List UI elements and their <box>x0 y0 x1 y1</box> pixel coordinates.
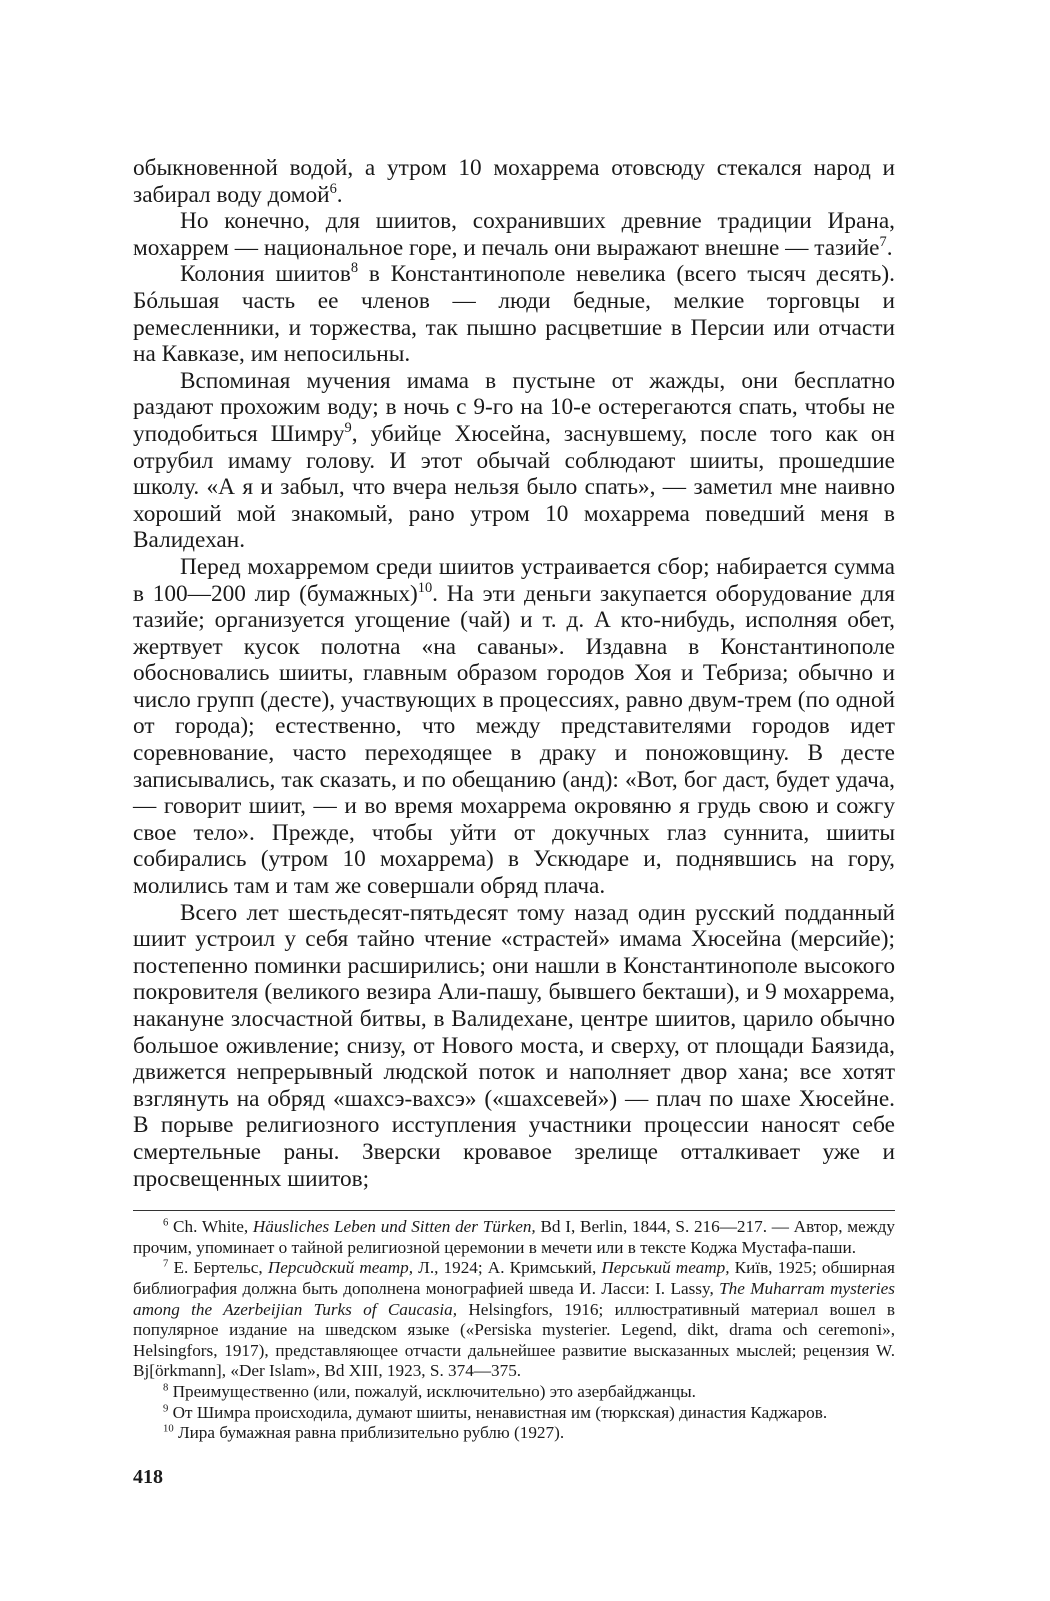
footnote-ref[interactable]: 7 <box>879 234 887 251</box>
footnote-number: 6 <box>163 1217 169 1229</box>
paragraph <box>133 900 895 1193</box>
paragraph-text: Колония шиитов <box>180 261 351 288</box>
footnote-text: Л., 1924; А. Кримський, <box>413 1258 602 1278</box>
page-number: 418 <box>133 1465 163 1488</box>
paragraph <box>133 368 895 554</box>
footnote-number: 8 <box>163 1382 169 1394</box>
footnote-number: 7 <box>163 1258 169 1270</box>
citation-title: Häusliches Leben und Sitten der Türken, <box>252 1217 536 1237</box>
paragraph-text: , убийце Хюсейна, заснувшему, после того как он отрубил имаму голову. И этот обычай соблюдают шииты, прошедшие школу. «А я и забыл, что вчера нельзя было спать», — заметил мне наивно хороший мой знакомый, рано утром 10 мохаррема поведший меня в Валидехан. <box>133 420 896 554</box>
citation-title: Перський театр, <box>601 1258 730 1278</box>
footnote-ref[interactable]: 8 <box>350 260 359 277</box>
footnote-number: 9 <box>163 1402 169 1414</box>
paragraph-text: обыкновенной водой, а утром 10 мохаррема отовсюду стекался народ и забирал воду домой <box>133 155 895 208</box>
footnote-text: От Шимра происходила, думают шииты, ненавистная им (тюркская) династия Каджаров. <box>168 1402 828 1422</box>
footnote-text: Helsingfors, 1916; иллюстративный материал вошел в популярное издание на шведском языке («Persiska mysterier. Legend, dikt, drama och ceremoni», Helsingfors, 1917), представляющее отчасти дальнейшее развитие высказанных мыслей; рецензия W. Bj[örkmann], «Der Islam», Bd XIII, 1923, S. 374—375. <box>133 1299 895 1381</box>
footnote-text: Київ, 1925; обширная библиография должна быть дополнена монографией шведа И. Ласси: I. Lassy, <box>133 1258 895 1298</box>
footnote-8 <box>133 1382 895 1403</box>
paragraph-text: Вспоминая мучения имама в пустыне от жажды, они бесплатно раздают прохожим воду; в ночь с 9-го на 10-е остерегаются спать, чтобы не уподобиться Шимру <box>133 367 895 447</box>
citation-title: The Muharram mysteries among the Azerbeijian Turks of Caucasia, <box>133 1278 895 1319</box>
footnote-number: 10 <box>163 1423 174 1435</box>
paragraph-text: в Константинополе невелика (всего тысяч десять). Бóльшая часть ее членов — люди бедные, мелкие торговцы и ремесленники, и торжества, так пышно расцветшие в Персии или отчасти на Кавказе, им непосильны. <box>133 261 895 368</box>
paragraph <box>133 554 895 900</box>
footnote-7 <box>133 1258 895 1382</box>
main-text <box>133 155 895 1192</box>
paragraph-text: . На эти деньги закупается оборудование для тазийе; организуется угощение (чай) и т. д. А кто-нибудь, исполняя обет, жертвует кусок полотна «на саваны». Издавна в Константинополе обосновались шииты, главным образом городов Хоя и Тебриза; обычно и число групп (десте), участвующих в процессиях, равно двум-трем (по одной от города); естественно, что между представителями городов идет соревнование, часто переходящее в драку и поножовщину. В десте записывались, так сказать, и по обещанию (анд): «Вот, бог даст, будет удача, — говорит шиит, — и во время мохаррема окровяню я грудь свою и сожгу свое тело». Прежде, чтобы уйти от докучных глаз суннита, шииты собирались (утром 10 мохаррема) в Ускюдаре и, поднявшись на гору, молились там и там же совершали обряд плача. <box>133 580 896 900</box>
footnote-9 <box>133 1403 895 1424</box>
footnote-text: Ch. White, <box>168 1217 253 1237</box>
footnote-ref[interactable]: 9 <box>344 420 352 437</box>
footnote-text: Лира бумажная равна приблизительно рублю (1927). <box>173 1423 565 1443</box>
footnote-6 <box>133 1217 895 1258</box>
paragraph-text: Всего лет шестьдесят-пятьдесят тому назад один русский подданный шиит устроил у себя тайно чтение «страстей» имама Хюсейна (мерсийе); постепенно поминки расширились; они нашли в Константинополе высокого покровителя (великого везира Али-пашу, бывшего бекташи), и 9 мохаррема, накануне злосчастной битвы, в Валидехане, центре шиитов, царило обычно большое оживление; снизу, от Нового моста, и сверху, от площади Баязида, движется непрерывный людской поток и наполняет двор хана; все хотят взглянуть на обряд «шахсэ-вахсэ» («шахсевей») — плач по шахе Хюсейне. В порыве религиозного исступления участники процессии наносят себе смертельные раны. Зверски кровавое зрелище отталкивает уже и просвещенных шиитов; <box>133 899 895 1192</box>
footnote-ref[interactable]: 6 <box>329 180 337 197</box>
paragraph <box>133 261 895 367</box>
citation-title: Персидский театр, <box>267 1258 414 1278</box>
paragraph: обыкновенной водой, а утром 10 мохаррема отовсюду стекался народ и забирал воду домой$^6$. <box>133 155 895 208</box>
page-content <box>133 155 895 1489</box>
footnote-10 <box>133 1423 895 1444</box>
footnote-text: Е. Бертельс, <box>168 1258 268 1278</box>
paragraph: Но конечно, для шиитов, сохранивших древние традиции Ирана, мохаррем — национальное горе, и печаль они выражают внешне — тазийе$^7$. <box>133 208 895 261</box>
footnotes <box>133 1210 895 1444</box>
paragraph-text: Но конечно, для шиитов, сохранивших древние традиции Ирана, мохаррем — национальное горе, и печаль они выражают внешне — тазийе <box>133 208 895 261</box>
footnote-text: Bd I, Berlin, 1844, S. 216—217. — Автор, между прочим, упоминает о тайной религиозной церемонии в мечети или в тексте Коджа Мустафа-паши. <box>133 1217 895 1257</box>
paragraph-text: Перед мохарремом среди шиитов устраивается сбор; набирается сумма в 100—200 лир (бумажных) <box>133 553 895 607</box>
footnote-text: Преимущественно (или, пожалуй, исключительно) это азербайджанцы. <box>168 1381 696 1401</box>
footnote-ref[interactable]: 10 <box>417 579 433 596</box>
